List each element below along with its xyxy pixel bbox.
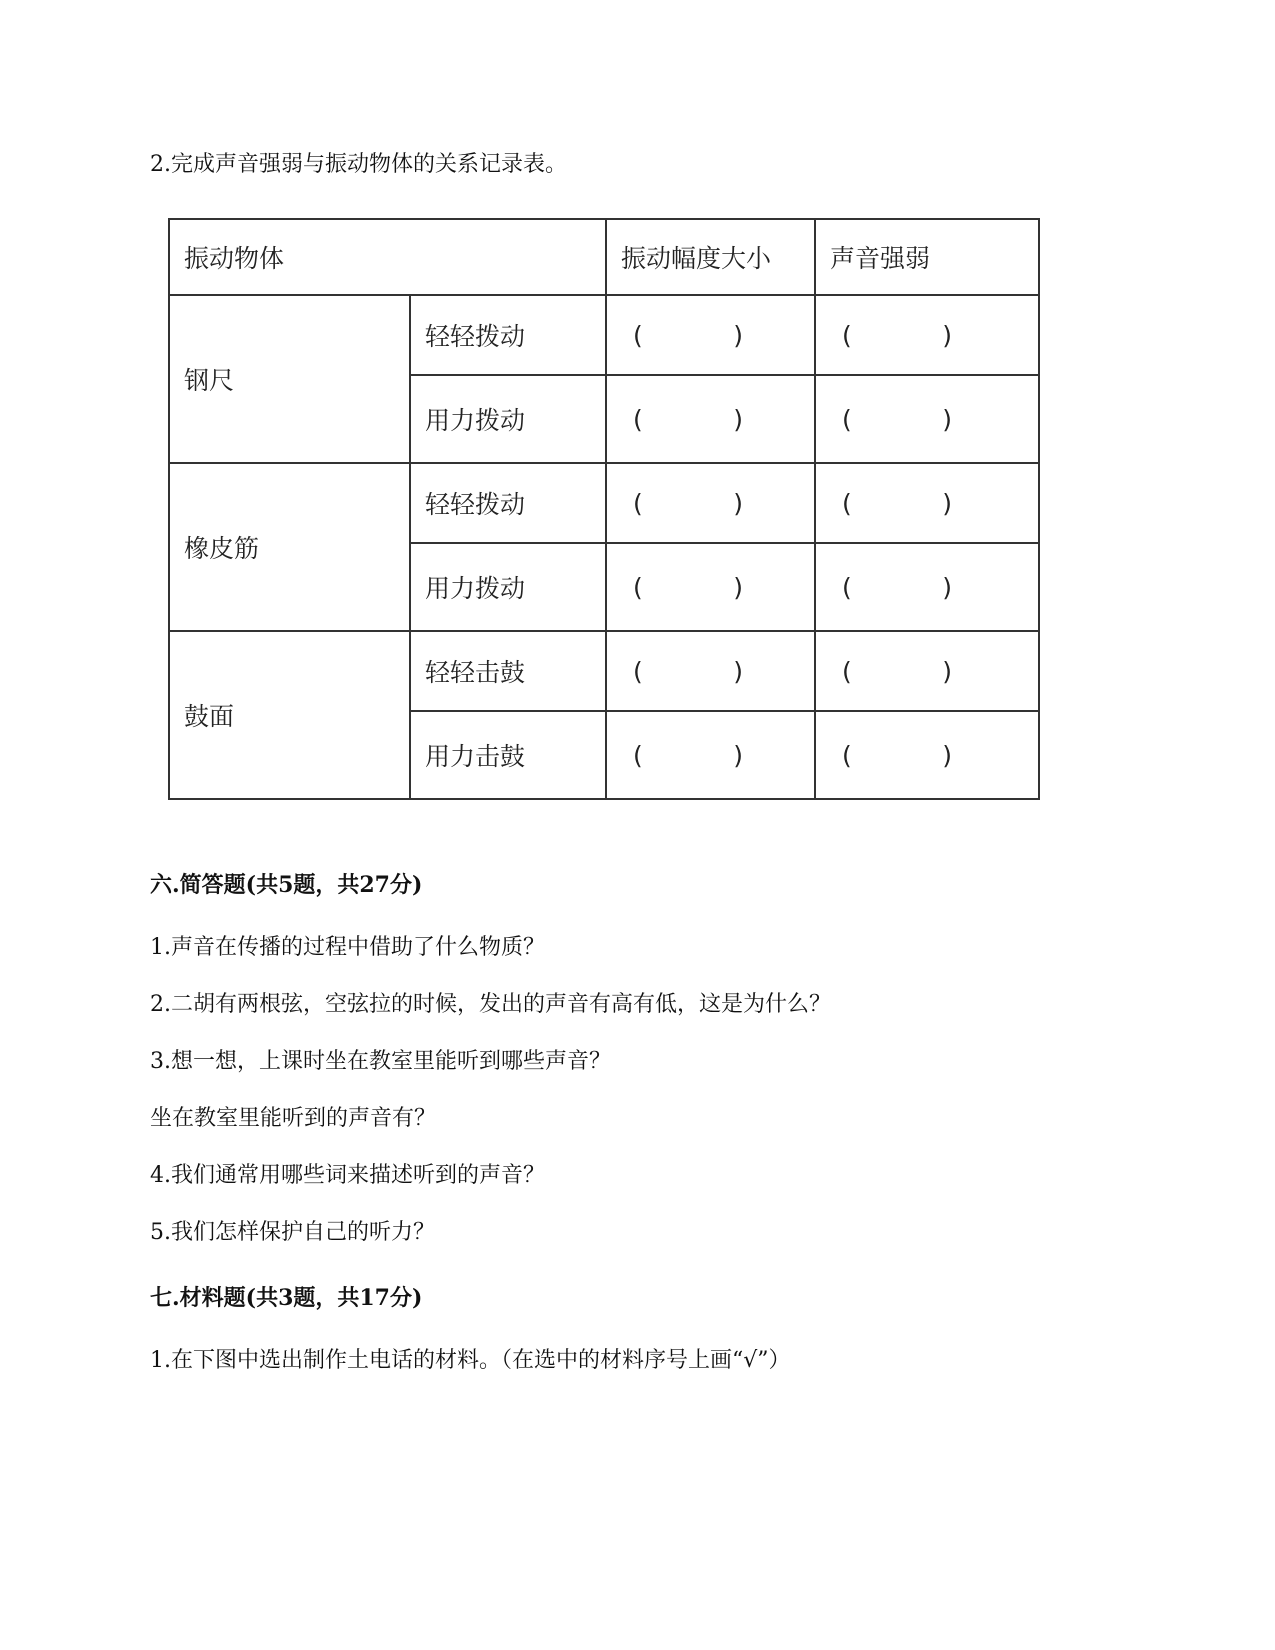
action-cell: 轻轻拨动 <box>410 463 606 543</box>
question-line: 2.二胡有两根弦，空弦拉的时候，发出的声音有高有低，这是为什么？ <box>150 992 831 1017</box>
header-amplitude: 振动幅度大小 <box>606 219 815 295</box>
table-header-row <box>169 219 1039 295</box>
blank-answer[interactable]: ( ) <box>842 740 952 770</box>
record-table <box>168 218 1040 800</box>
header-loudness: 声音强弱 <box>815 219 1039 295</box>
blank-answer[interactable]: ( ) <box>633 740 743 770</box>
header-vibrating-object: 振动物体 <box>169 219 606 295</box>
blank-answer[interactable]: ( ) <box>633 488 743 518</box>
table-row <box>169 295 1039 375</box>
section-6-heading: 六.简答题(共5题，共27分) <box>150 872 423 898</box>
table-row <box>169 463 1039 543</box>
blank-answer[interactable]: ( ) <box>842 488 952 518</box>
question-line: 坐在教室里能听到的声音有？ <box>150 1106 437 1131</box>
action-cell: 轻轻拨动 <box>410 295 606 375</box>
object-cell: 钢尺 <box>169 295 410 463</box>
action-cell: 用力拨动 <box>410 375 606 463</box>
blank-answer[interactable]: ( ) <box>633 404 743 434</box>
action-cell: 轻轻击鼓 <box>410 631 606 711</box>
blank-answer[interactable]: ( ) <box>842 656 952 686</box>
action-cell: 用力拨动 <box>410 543 606 631</box>
action-cell: 用力击鼓 <box>410 711 606 799</box>
blank-answer[interactable]: ( ) <box>633 656 743 686</box>
blank-answer[interactable]: ( ) <box>842 572 952 602</box>
object-cell: 鼓面 <box>169 631 410 799</box>
blank-answer[interactable]: ( ) <box>842 320 952 350</box>
section-7-heading: 七.材料题(共3题，共17分) <box>150 1285 423 1311</box>
question-line: 3.想一想，上课时坐在教室里能听到哪些声音？ <box>150 1049 611 1074</box>
blank-answer[interactable]: ( ) <box>842 404 952 434</box>
question-line: 1.声音在传播的过程中借助了什么物质？ <box>150 935 545 960</box>
blank-answer[interactable]: ( ) <box>633 572 743 602</box>
table-row <box>169 631 1039 711</box>
question-line: 1.在下图中选出制作土电话的材料。（在选中的材料序号上画“√”） <box>150 1348 791 1373</box>
blank-answer[interactable]: ( ) <box>633 320 743 350</box>
object-cell: 橡皮筋 <box>169 463 410 631</box>
question-2-title: 2.完成声音强弱与振动物体的关系记录表。 <box>150 152 567 177</box>
question-line: 4.我们通常用哪些词来描述听到的声音？ <box>150 1163 545 1188</box>
question-line: 5.我们怎样保护自己的听力？ <box>150 1220 435 1245</box>
